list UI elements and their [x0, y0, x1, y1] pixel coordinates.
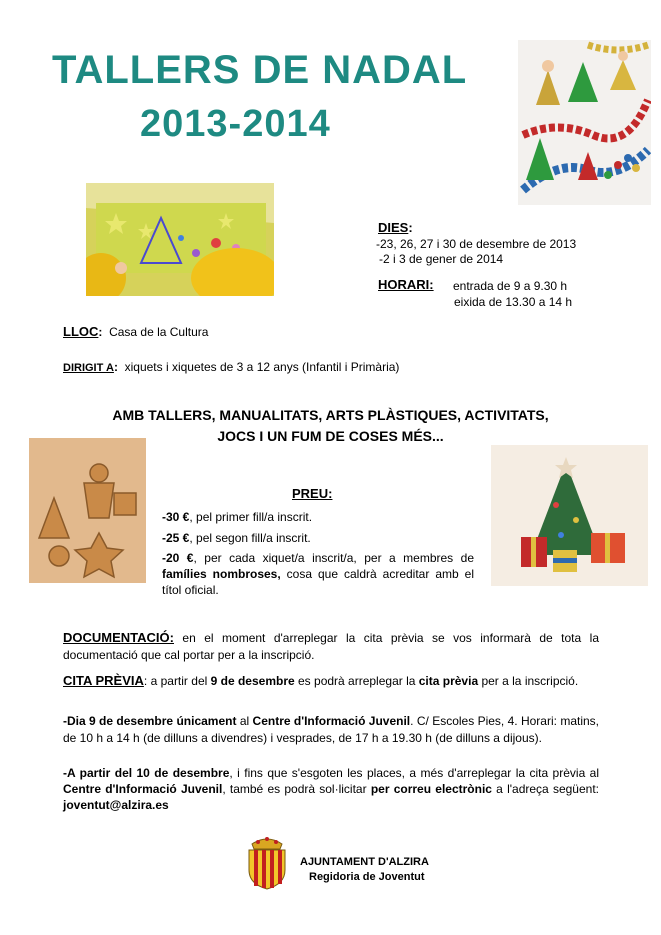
lloc-colon: :: [98, 325, 103, 339]
dirigit-row: [63, 359, 399, 376]
dirigit-value: xiquets i xiquetes de 3 a 12 anys (Infantil i Primària): [124, 360, 400, 374]
preu-item-1-price: -30 €: [162, 510, 190, 524]
cita-bold-1: 9 de desembre: [210, 674, 295, 688]
dies-line-1: -23, 26, 27 i 30 de desembre de 2013: [376, 237, 577, 251]
ornaments-photo: [518, 40, 651, 205]
lloc-row: [63, 324, 208, 340]
cita-p3-bold-1: -A partir del 10 de desembre: [63, 766, 230, 780]
cita-text-1: a partir del: [147, 674, 211, 688]
dies-heading: [378, 220, 413, 236]
coat-of-arms-icon: [244, 836, 290, 890]
cookie-cutters-photo: [29, 438, 146, 583]
cita-paragraph-1: [63, 672, 599, 690]
preu-item-2-text: , pel segon fill/a inscrit.: [189, 531, 311, 545]
preu-item-1: [162, 509, 474, 525]
horari-line-1: entrada de 9 a 9.30 h: [453, 279, 568, 293]
cita-text-3: per a la inscripció.: [478, 674, 579, 688]
horari-label: [378, 277, 434, 293]
preu-item-3-text-a: , per cada xiquet/a inscrit/a, per a membres de: [193, 551, 474, 565]
cita-p3-text-3: a l'adreça següent:: [491, 782, 599, 796]
dies-colon: :: [408, 220, 413, 235]
preu-label: PREU:: [292, 486, 333, 501]
kids-crafts-photo: [86, 183, 274, 296]
cita-paragraph-2: [63, 713, 599, 747]
cita-label: CITA PRÈVIA: [63, 673, 144, 688]
contact-email[interactable]: joventut@alzira.es: [63, 798, 169, 812]
page-subtitle-years: 2013-2014: [140, 103, 331, 145]
cita-paragraph-3: [63, 765, 599, 813]
cita-p3-text-1: , i fins que s'esgoten les places, a més d'arreplegar la cita prèvia al: [229, 766, 600, 780]
cita-p2-bold-1: -Dia 9 de desembre únicament: [63, 714, 237, 728]
dirigit-label: DIRIGIT A: [63, 362, 114, 374]
preu-item-3-price: -20 €: [162, 551, 194, 565]
footer-institution: AJUNTAMENT D'ALZIRA: [300, 856, 429, 868]
documentacio-paragraph: [63, 629, 599, 664]
dies-label: DIES: [378, 220, 409, 235]
preu-item-1-text: , pel primer fill/a inscrit.: [189, 510, 313, 524]
cita-p2-text-2: . C/ Escoles Pies, 4. Horari: matins, de 10 h a 14 h (de dilluns a divendres) i vesprades, de 17 h a 19.30 h (de dilluns a dijous).: [63, 714, 600, 745]
preu-item-2-price: -25 €: [162, 531, 190, 545]
activities-line-1: AMB TALLERS, MANUALITATS, ARTS PLÀSTIQUES, ACTIVITATS,: [112, 407, 549, 423]
documentacio-text: en el moment d'arreplegar la cita prèvia se vos informarà de tota la documentació que cal portar per a la inscripció.: [63, 631, 599, 662]
cita-p3-bold-2: Centre d'Informació Juvenil: [63, 782, 223, 796]
cita-p3-bold-3: per correu electrònic: [370, 782, 492, 796]
dies-line-2: -2 i 3 de gener de 2014: [379, 252, 504, 266]
documentacio-label: DOCUMENTACIÓ:: [63, 630, 174, 645]
lloc-label: LLOC: [63, 324, 99, 339]
preu-item-3: [162, 550, 474, 598]
footer-department: Regidoria de Joventut: [309, 871, 425, 883]
activities-line-2: JOCS I UN FUM DE COSES MÉS...: [217, 428, 444, 444]
preu-heading: [292, 486, 332, 502]
cita-bold-2: cita prèvia: [418, 674, 479, 688]
page-title: TALLERS DE NADAL: [52, 48, 468, 92]
preu-item-3-bold: famílies nombroses,: [162, 567, 281, 581]
cita-colon: :: [143, 674, 148, 688]
cita-p3-text-2: , també es podrà sol·licitar: [222, 782, 371, 796]
cita-p2-text-1: al: [236, 714, 253, 728]
dirigit-colon: :: [113, 360, 118, 374]
christmas-tree-photo: [491, 445, 648, 586]
horari-line-2: eixida de 13.30 a 14 h: [454, 295, 573, 309]
cita-p2-bold-2: Centre d'Informació Juvenil: [252, 714, 411, 728]
preu-item-3-text-b: cosa que caldrà acreditar amb el títol oficial.: [162, 567, 474, 597]
lloc-value: Casa de la Cultura: [109, 325, 209, 339]
horari-label-text: HORARI:: [378, 277, 434, 292]
preu-item-2: [162, 530, 474, 546]
cita-text-2: es podrà arreplegar la: [294, 674, 419, 688]
